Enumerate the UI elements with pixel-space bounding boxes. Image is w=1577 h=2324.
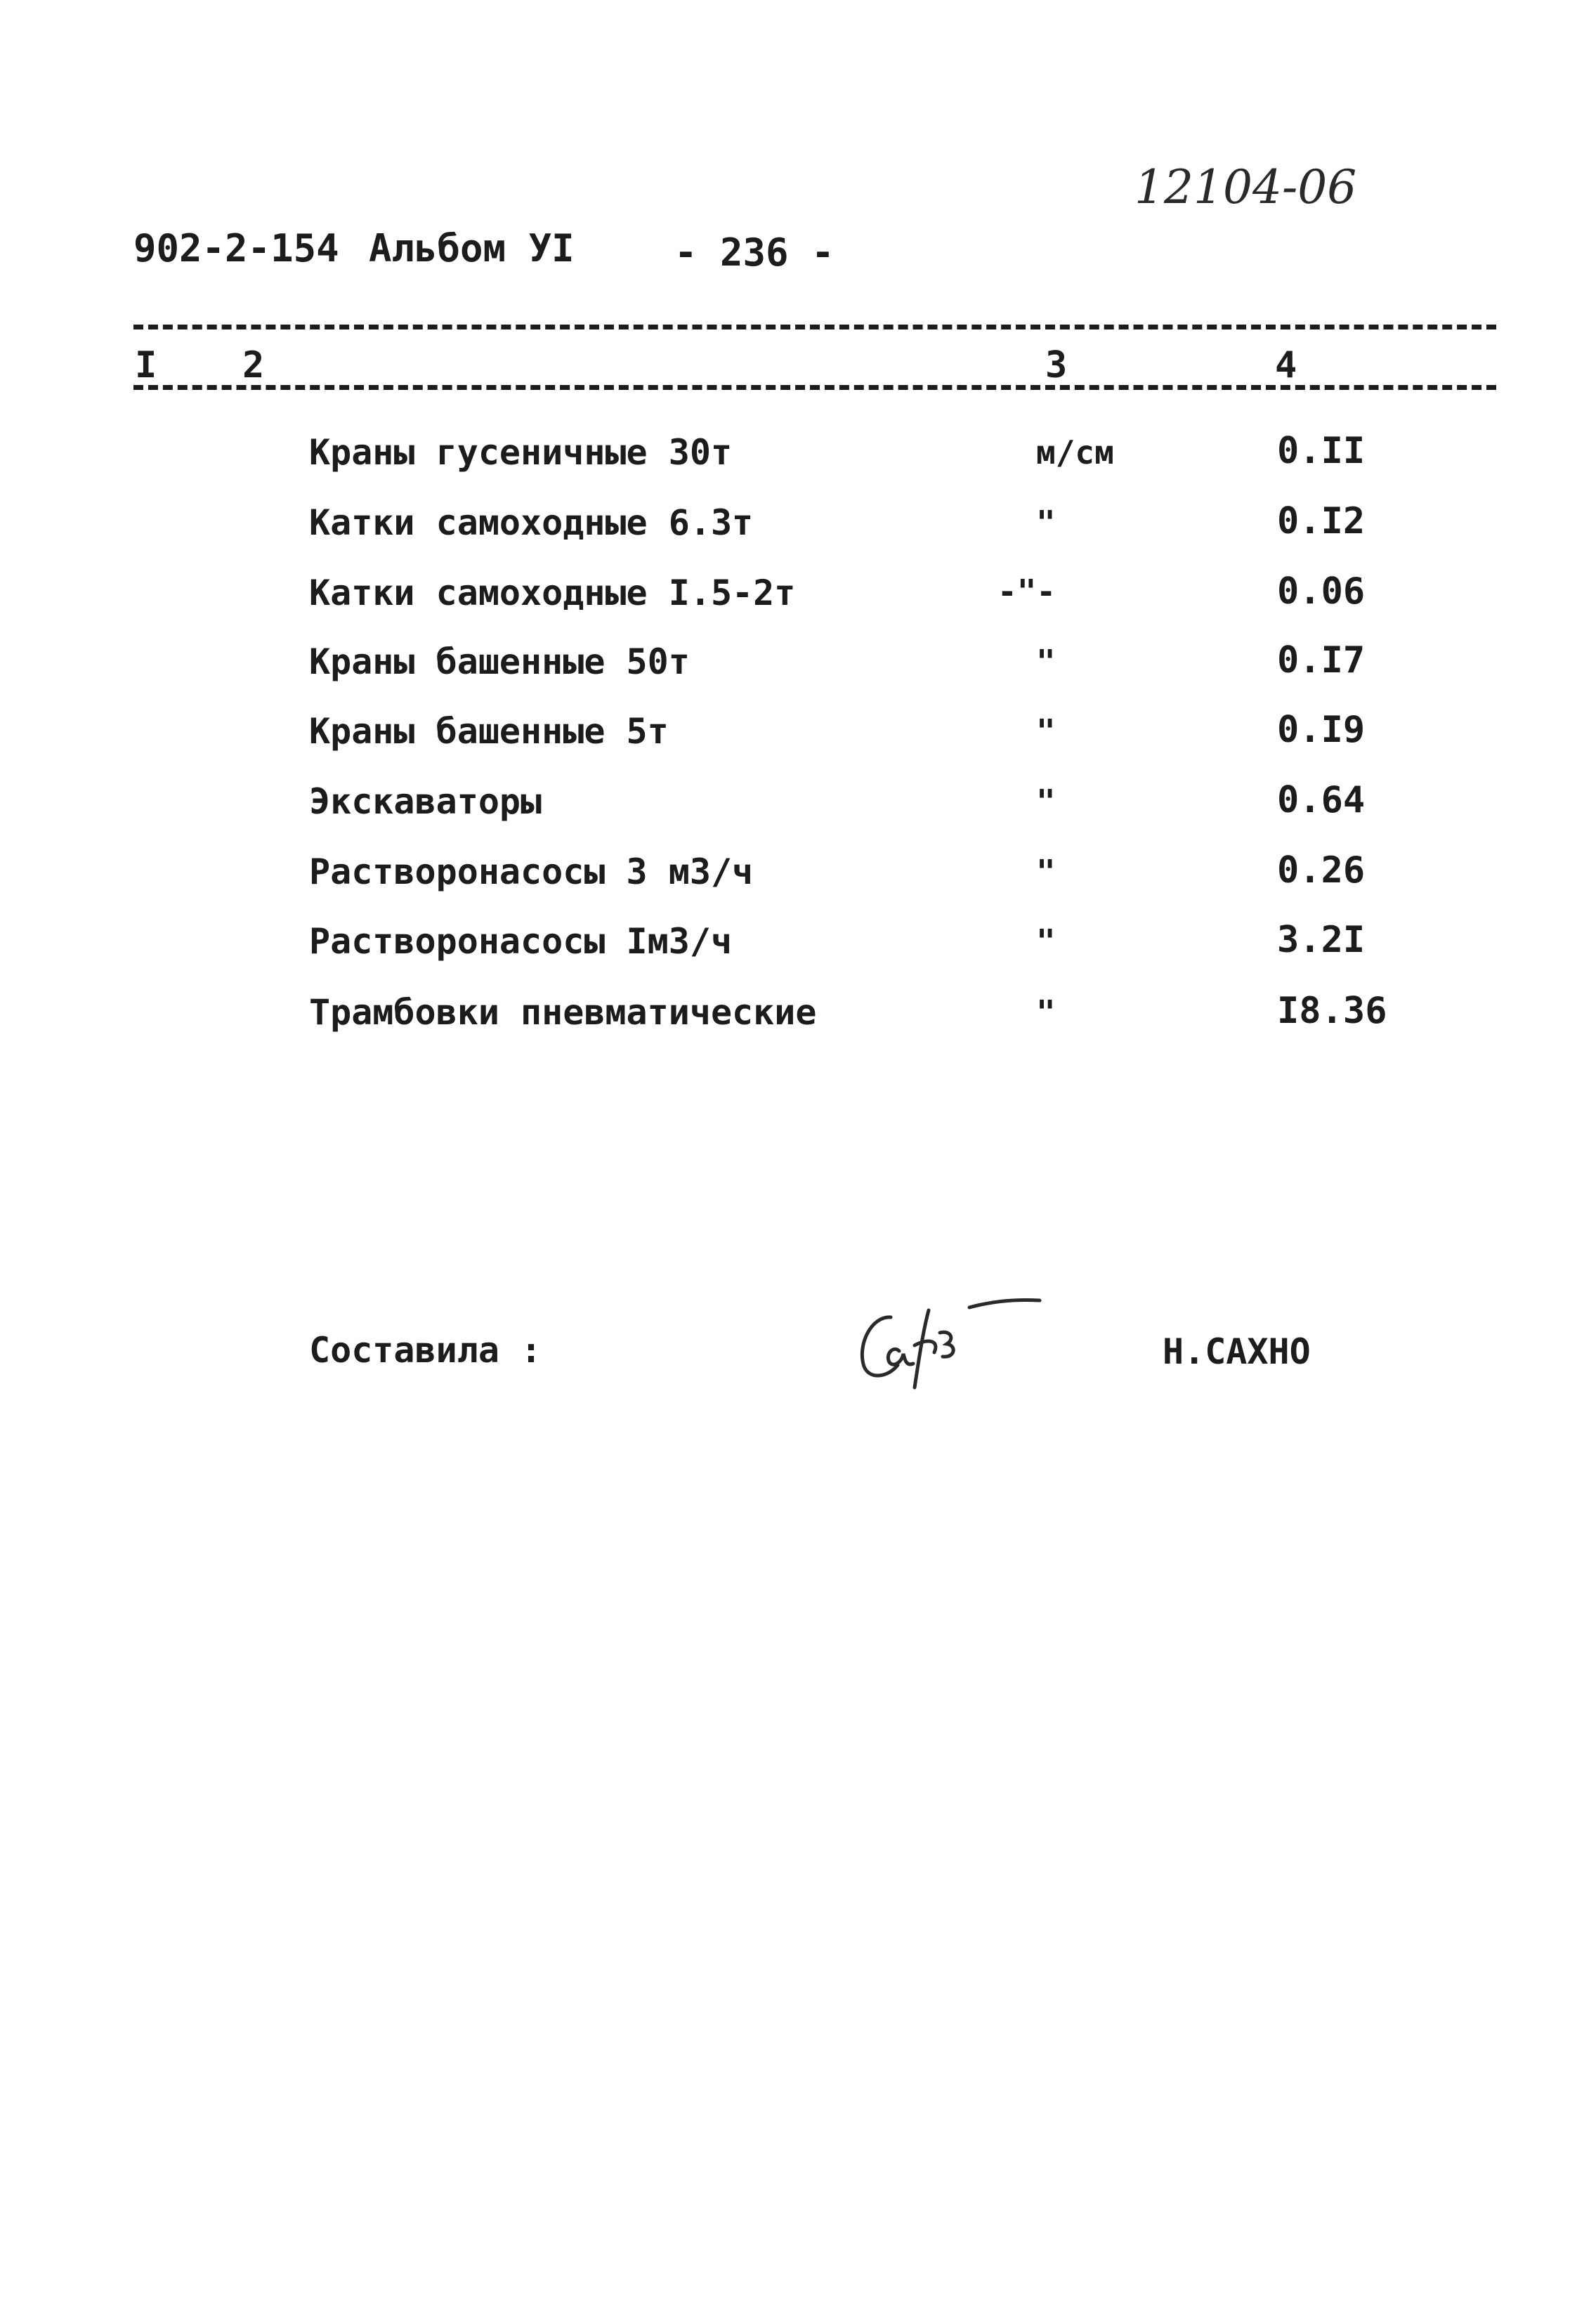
signer-name: Н.САХНО xyxy=(1163,1331,1311,1372)
row-name: Экскаваторы xyxy=(309,781,542,822)
table-top-rule xyxy=(133,325,1496,329)
album-label: Альбом УI xyxy=(369,226,575,270)
row-unit: " xyxy=(1036,922,1056,960)
row-value: 0.26 xyxy=(1277,849,1366,892)
doc-code: 902-2-154 xyxy=(133,226,339,270)
row-value: 0.64 xyxy=(1277,779,1366,821)
row-value: 3.2I xyxy=(1277,919,1366,961)
column-number-3: 3 xyxy=(1045,344,1068,386)
row-unit: " xyxy=(1036,504,1056,542)
column-number-4: 4 xyxy=(1275,344,1297,386)
row-unit: " xyxy=(1036,853,1056,891)
row-name: Краны гусеничные 30т xyxy=(309,432,733,473)
compiled-by-label: Составила : xyxy=(309,1330,542,1371)
row-name: Растворонасосы 3 м3/ч xyxy=(309,851,754,892)
row-value: 0.06 xyxy=(1277,570,1366,613)
handwritten-number: 12104-06 xyxy=(1134,160,1357,214)
row-unit: -"- xyxy=(997,573,1056,611)
row-value: 0.I2 xyxy=(1277,500,1366,542)
column-number-1: I xyxy=(135,344,157,386)
row-name: Катки самоходные 6.3т xyxy=(309,502,754,543)
row-name: Катки самоходные I.5-2т xyxy=(309,573,796,613)
column-number-2: 2 xyxy=(242,344,265,386)
row-name: Краны башенные 50т xyxy=(309,641,690,682)
row-value: 0.I7 xyxy=(1277,639,1366,681)
row-value: I8.36 xyxy=(1277,990,1387,1032)
row-name: Трамбовки пневматические xyxy=(309,992,817,1033)
row-unit: м/см xyxy=(1036,433,1114,471)
row-unit: " xyxy=(1036,783,1056,821)
page-number: - 236 - xyxy=(674,230,835,275)
row-name: Растворонасосы Iм3/ч xyxy=(309,921,733,962)
row-unit: " xyxy=(1036,993,1056,1031)
row-unit: " xyxy=(1036,643,1056,681)
row-name: Краны башенные 5т xyxy=(309,711,669,752)
row-value: 0.I9 xyxy=(1277,709,1366,751)
row-value: 0.II xyxy=(1277,430,1366,472)
row-unit: " xyxy=(1036,712,1056,750)
handwritten-signature-icon xyxy=(850,1289,1061,1395)
